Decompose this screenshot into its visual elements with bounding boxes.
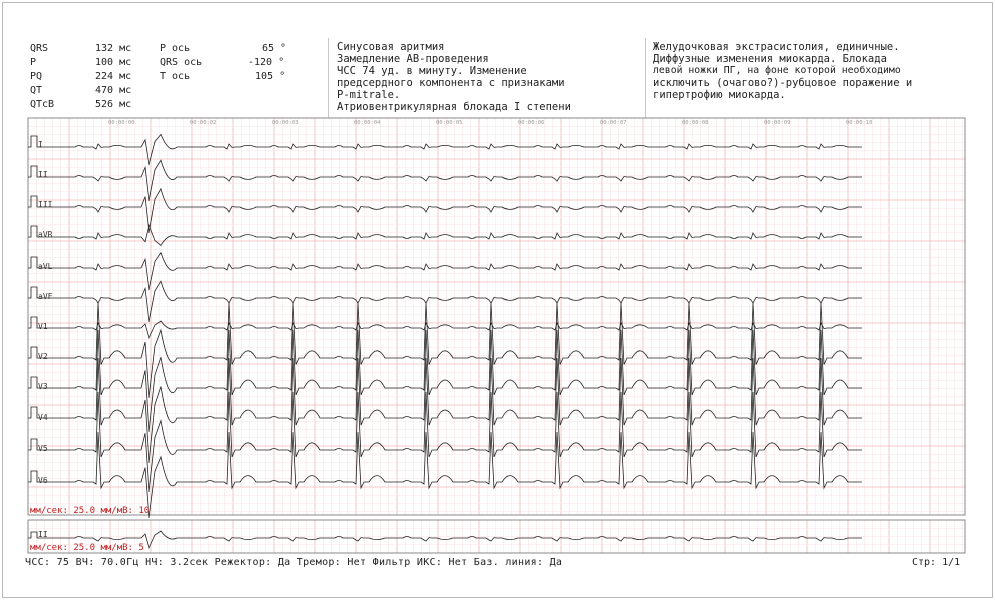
time-mark: 00:00:10: [846, 120, 873, 126]
axis-label-p: P ось: [160, 43, 191, 54]
meas-value-qtcb: 526 мс: [95, 99, 132, 110]
footer-params: ЧСС: 75 ВЧ: 70.0Гц НЧ: 3.2сек Режектор: Да Тремор: Нет Фильтр ИКС: Нет Баз. линия: Да: [25, 557, 563, 568]
trace-lead-avf: [40, 281, 862, 322]
time-mark: 00:00:04: [354, 120, 381, 126]
trace-lead-v5: [40, 392, 862, 492]
trace-lead-iii: [40, 189, 862, 233]
main-speed-label: мм/сек: 25.0 мм/мВ: 10: [30, 506, 150, 516]
lead-label: aVL: [38, 262, 53, 271]
lead-label: V6: [38, 476, 48, 485]
conclusion-line: гипертрофию миокарда.: [653, 89, 786, 101]
time-mark: 00:00:02: [190, 120, 217, 126]
conclusion-line: предсердного компонента с признаками: [337, 77, 565, 89]
lead-label: aVF: [38, 292, 53, 301]
trace-lead-v3: [40, 330, 862, 432]
axis-value-p: 65 °: [262, 43, 287, 54]
meas-label-p: P: [30, 57, 37, 68]
axis-value-qrs: -120 °: [248, 57, 285, 68]
conclusion-line: исключить (очагово?)-рубцовое поражение и: [653, 77, 913, 89]
trace-lead-v2: [40, 303, 862, 398]
meas-label-pq: PQ: [30, 71, 43, 82]
time-mark: 00:00:03: [272, 120, 299, 126]
meas-value-qt: 470 мс: [95, 85, 132, 96]
lead-label: V4: [38, 413, 48, 422]
conclusion-line: P-mitrale.: [337, 89, 401, 101]
page-number: Стр: 1/1: [912, 557, 961, 568]
time-mark: 00:00:00: [108, 120, 135, 126]
meas-value-pq: 224 мс: [95, 71, 132, 82]
trace-lead-avr: [40, 225, 862, 245]
lead-label: V5: [38, 444, 48, 453]
time-mark: 00:00:07: [600, 120, 627, 126]
rhythm-lead-label: II: [38, 530, 48, 539]
conclusion-line: Синусовая аритмия: [337, 41, 445, 53]
trace-lead-avl: [40, 253, 862, 290]
lead-label: aVR: [38, 230, 53, 239]
rhythm-speed-label: мм/сек: 25.0 мм/мВ: 5: [30, 543, 144, 553]
conclusion-line: левой ножки ПГ, на фоне которой необходимо: [653, 65, 901, 76]
meas-label-qtcb: QTcB: [30, 99, 55, 110]
time-mark: 00:00:08: [682, 120, 709, 126]
trace-lead-v1: [40, 321, 862, 338]
axis-label-qrs: QRS ось: [160, 57, 203, 68]
lead-label: V2: [38, 352, 48, 361]
conclusion-line: Диффузные изменения миокарда. Блокада: [653, 53, 887, 65]
axis-label-t: T ось: [160, 71, 191, 82]
meas-value-p: 100 мс: [95, 57, 132, 68]
conclusion-line: Желудочковая экстрасистолия, единичные.: [653, 41, 900, 53]
lead-label: I: [38, 140, 43, 149]
conclusion-line: ЧСС 74 уд. в минуту. Изменение: [337, 65, 527, 77]
trace-lead-v6: [40, 432, 862, 518]
conclusion-line: Атриовентрикулярная блокада I степени: [337, 101, 571, 113]
time-mark: 00:00:09: [764, 120, 791, 126]
meas-value-qrs: 132 мс: [95, 43, 132, 54]
meas-label-qt: QT: [30, 85, 43, 96]
lead-label: V3: [38, 382, 48, 391]
time-mark: 00:00:06: [518, 120, 545, 126]
conclusion-line: Замедление АВ-проведения: [337, 53, 489, 65]
meas-label-qrs: QRS: [30, 43, 49, 54]
trace-rhythm-ii: [40, 531, 862, 548]
axis-value-t: 105 °: [255, 71, 286, 82]
time-mark: 00:00:05: [436, 120, 463, 126]
lead-label: V1: [38, 322, 48, 331]
trace-lead-i: [40, 134, 862, 165]
lead-label: II: [38, 170, 48, 179]
lead-label: III: [38, 200, 53, 209]
trace-lead-ii: [40, 160, 862, 201]
